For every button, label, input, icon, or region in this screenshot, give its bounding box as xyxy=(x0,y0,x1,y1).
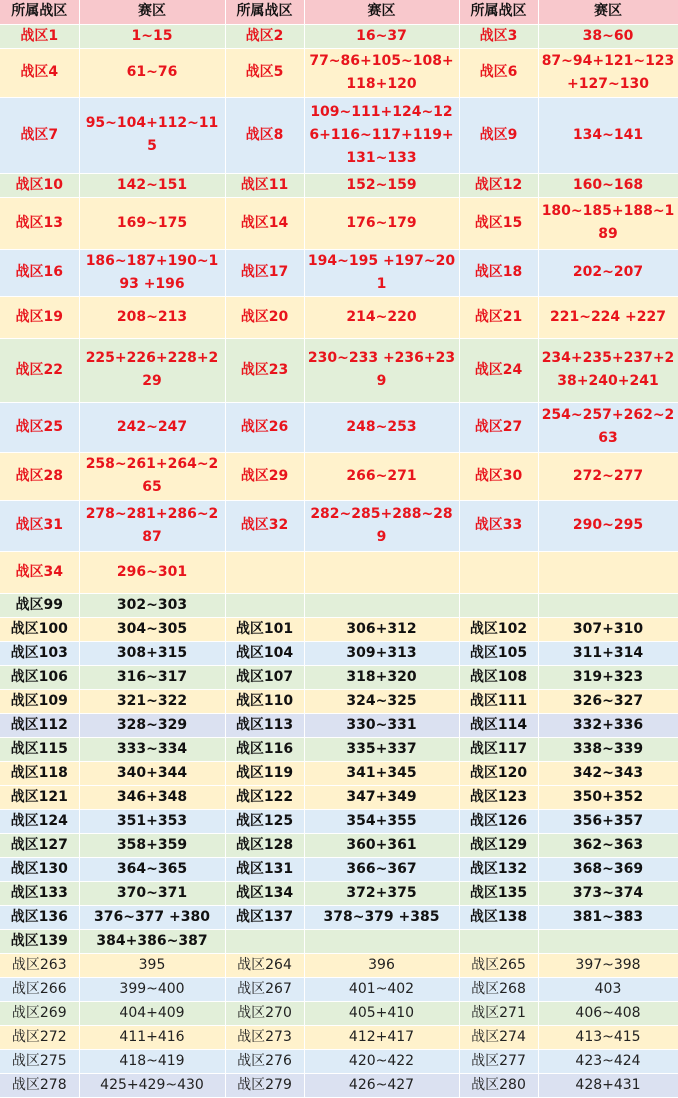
zone-cell: 战区131 xyxy=(225,857,304,881)
zone-cell: 战区272 xyxy=(0,1025,79,1049)
division-cell: 134~141 xyxy=(538,97,678,173)
header-zone-2: 所属战区 xyxy=(225,0,304,24)
zone-cell: 战区112 xyxy=(0,713,79,737)
division-cell: 403 xyxy=(538,977,678,1001)
division-cell: 428+431 xyxy=(538,1073,678,1097)
division-cell: 328~329 xyxy=(79,713,225,737)
division-cell: 176~179 xyxy=(304,197,459,249)
table-row xyxy=(0,593,678,617)
division-cell: 309+313 xyxy=(304,641,459,665)
division-cell: 61~76 xyxy=(79,48,225,97)
zone-cell: 战区106 xyxy=(0,665,79,689)
zone-cell: 战区273 xyxy=(225,1025,304,1049)
table-row xyxy=(0,1025,678,1049)
division-cell: 77~86+105~108+118+120 xyxy=(304,48,459,97)
division-cell: 347+349 xyxy=(304,785,459,809)
division-cell: 340+344 xyxy=(79,761,225,785)
zone-cell: 战区110 xyxy=(225,689,304,713)
division-cell: 360+361 xyxy=(304,833,459,857)
zone-cell: 战区267 xyxy=(225,977,304,1001)
zone-cell: 战区13 xyxy=(0,197,79,249)
division-cell: 321~322 xyxy=(79,689,225,713)
division-cell: 346+348 xyxy=(79,785,225,809)
table-row xyxy=(0,24,678,48)
division-cell: 396 xyxy=(304,953,459,977)
zone-cell: 战区34 xyxy=(0,551,79,593)
zone-cell: 战区276 xyxy=(225,1049,304,1073)
zone-cell: 战区105 xyxy=(459,641,538,665)
division-cell xyxy=(304,551,459,593)
division-cell: 405+410 xyxy=(304,1001,459,1025)
division-cell: 350+352 xyxy=(538,785,678,809)
table-row xyxy=(0,249,678,296)
header-division-2: 赛区 xyxy=(304,0,459,24)
zone-cell: 战区120 xyxy=(459,761,538,785)
table-row xyxy=(0,929,678,953)
zone-cell: 战区116 xyxy=(225,737,304,761)
table-row xyxy=(0,977,678,1001)
division-cell: 324~325 xyxy=(304,689,459,713)
division-cell: 384+386~387 xyxy=(79,929,225,953)
zone-cell: 战区30 xyxy=(459,452,538,500)
zone-cell: 战区133 xyxy=(0,881,79,905)
zone-cell: 战区115 xyxy=(0,737,79,761)
division-cell: 356+357 xyxy=(538,809,678,833)
division-cell: 381~383 xyxy=(538,905,678,929)
table-row xyxy=(0,833,678,857)
zone-cell: 战区27 xyxy=(459,402,538,452)
division-cell: 376~377 +380 xyxy=(79,905,225,929)
zone-cell: 战区12 xyxy=(459,173,538,197)
division-cell xyxy=(538,593,678,617)
division-cell: 95~104+112~115 xyxy=(79,97,225,173)
zone-cell: 战区268 xyxy=(459,977,538,1001)
zone-cell: 战区275 xyxy=(0,1049,79,1073)
division-cell: 38~60 xyxy=(538,24,678,48)
zone-cell: 战区277 xyxy=(459,1049,538,1073)
zone-cell: 战区117 xyxy=(459,737,538,761)
division-cell: 214~220 xyxy=(304,296,459,338)
division-cell: 316~317 xyxy=(79,665,225,689)
zone-cell: 战区20 xyxy=(225,296,304,338)
division-cell: 373~374 xyxy=(538,881,678,905)
division-cell: 423~424 xyxy=(538,1049,678,1073)
division-cell: 333~334 xyxy=(79,737,225,761)
division-cell: 378~379 +385 xyxy=(304,905,459,929)
zone-cell: 战区24 xyxy=(459,338,538,402)
zone-cell: 战区114 xyxy=(459,713,538,737)
division-cell: 397~398 xyxy=(538,953,678,977)
division-cell: 266~271 xyxy=(304,452,459,500)
division-cell xyxy=(304,593,459,617)
zone-cell: 战区28 xyxy=(0,452,79,500)
zone-cell: 战区118 xyxy=(0,761,79,785)
zone-cell: 战区16 xyxy=(0,249,79,296)
zone-cell: 战区29 xyxy=(225,452,304,500)
table-row xyxy=(0,809,678,833)
division-cell: 358+359 xyxy=(79,833,225,857)
division-cell: 208~213 xyxy=(79,296,225,338)
zone-cell: 战区121 xyxy=(0,785,79,809)
division-cell: 1~15 xyxy=(79,24,225,48)
zone-cell: 战区108 xyxy=(459,665,538,689)
zone-cell: 战区124 xyxy=(0,809,79,833)
division-cell: 202~207 xyxy=(538,249,678,296)
division-cell: 319+323 xyxy=(538,665,678,689)
division-cell: 194~195 +197~201 xyxy=(304,249,459,296)
zone-cell: 战区119 xyxy=(225,761,304,785)
division-cell xyxy=(538,551,678,593)
division-cell: 254~257+262~263 xyxy=(538,402,678,452)
division-cell: 341+345 xyxy=(304,761,459,785)
division-cell: 109~111+124~126+116~117+119+131~133 xyxy=(304,97,459,173)
division-cell: 351+353 xyxy=(79,809,225,833)
table-row xyxy=(0,197,678,249)
division-cell: 234+235+237+238+240+241 xyxy=(538,338,678,402)
zone-cell: 战区123 xyxy=(459,785,538,809)
division-cell: 332+336 xyxy=(538,713,678,737)
division-cell: 142~151 xyxy=(79,173,225,197)
table-row xyxy=(0,1049,678,1073)
table-row xyxy=(0,737,678,761)
zone-cell: 战区278 xyxy=(0,1073,79,1097)
zone-cell: 战区23 xyxy=(225,338,304,402)
zone-cell: 战区122 xyxy=(225,785,304,809)
division-cell: 318+320 xyxy=(304,665,459,689)
division-cell: 411+416 xyxy=(79,1025,225,1049)
division-cell: 225+226+228+229 xyxy=(79,338,225,402)
division-cell: 230~233 +236+239 xyxy=(304,338,459,402)
division-cell: 406~408 xyxy=(538,1001,678,1025)
table-row xyxy=(0,641,678,665)
table-row xyxy=(0,97,678,173)
division-cell: 278~281+286~287 xyxy=(79,500,225,551)
zone-cell: 战区134 xyxy=(225,881,304,905)
zone-cell: 战区7 xyxy=(0,97,79,173)
zone-cell: 战区264 xyxy=(225,953,304,977)
zone-cell: 战区21 xyxy=(459,296,538,338)
division-cell: 335+337 xyxy=(304,737,459,761)
zone-cell: 战区33 xyxy=(459,500,538,551)
zone-cell xyxy=(459,929,538,953)
zone-cell: 战区129 xyxy=(459,833,538,857)
zone-cell: 战区18 xyxy=(459,249,538,296)
zone-cell: 战区26 xyxy=(225,402,304,452)
table-row xyxy=(0,881,678,905)
division-cell: 399~400 xyxy=(79,977,225,1001)
division-cell: 425+429~430 xyxy=(79,1073,225,1097)
division-cell: 418~419 xyxy=(79,1049,225,1073)
division-cell: 413~415 xyxy=(538,1025,678,1049)
table-row xyxy=(0,551,678,593)
division-cell: 404+409 xyxy=(79,1001,225,1025)
header-division-1: 赛区 xyxy=(79,0,225,24)
division-cell: 87~94+121~123+127~130 xyxy=(538,48,678,97)
zone-cell: 战区125 xyxy=(225,809,304,833)
zone-cell xyxy=(225,593,304,617)
zone-cell: 战区270 xyxy=(225,1001,304,1025)
zone-cell: 战区101 xyxy=(225,617,304,641)
zone-cell: 战区25 xyxy=(0,402,79,452)
table-row xyxy=(0,338,678,402)
zone-cell: 战区14 xyxy=(225,197,304,249)
division-cell: 304~305 xyxy=(79,617,225,641)
zone-cell xyxy=(225,551,304,593)
zone-cell: 战区4 xyxy=(0,48,79,97)
table-row xyxy=(0,689,678,713)
table-row xyxy=(0,857,678,881)
zone-cell: 战区263 xyxy=(0,953,79,977)
division-cell: 364~365 xyxy=(79,857,225,881)
zone-cell: 战区103 xyxy=(0,641,79,665)
zone-cell: 战区19 xyxy=(0,296,79,338)
division-cell: 372+375 xyxy=(304,881,459,905)
division-cell: 370~371 xyxy=(79,881,225,905)
table-row xyxy=(0,785,678,809)
zone-cell: 战区22 xyxy=(0,338,79,402)
zone-cell: 战区266 xyxy=(0,977,79,1001)
division-cell: 354+355 xyxy=(304,809,459,833)
division-cell: 368~369 xyxy=(538,857,678,881)
table-row xyxy=(0,173,678,197)
zone-cell: 战区10 xyxy=(0,173,79,197)
division-cell: 282~285+288~289 xyxy=(304,500,459,551)
zone-cell: 战区138 xyxy=(459,905,538,929)
division-cell: 338~339 xyxy=(538,737,678,761)
zone-cell: 战区2 xyxy=(225,24,304,48)
division-cell: 426~427 xyxy=(304,1073,459,1097)
zone-cell: 战区8 xyxy=(225,97,304,173)
zone-cell: 战区280 xyxy=(459,1073,538,1097)
header-row xyxy=(0,0,678,24)
table-row xyxy=(0,1073,678,1097)
division-cell: 221~224 +227 xyxy=(538,296,678,338)
zone-cell: 战区274 xyxy=(459,1025,538,1049)
zone-cell: 战区102 xyxy=(459,617,538,641)
division-cell: 16~37 xyxy=(304,24,459,48)
zone-cell: 战区128 xyxy=(225,833,304,857)
zone-cell: 战区17 xyxy=(225,249,304,296)
zone-cell: 战区100 xyxy=(0,617,79,641)
division-cell xyxy=(538,929,678,953)
table-row xyxy=(0,665,678,689)
table-row xyxy=(0,953,678,977)
division-cell: 311+314 xyxy=(538,641,678,665)
header-zone-3: 所属战区 xyxy=(459,0,538,24)
zone-cell: 战区139 xyxy=(0,929,79,953)
division-cell: 342~343 xyxy=(538,761,678,785)
table-row xyxy=(0,48,678,97)
table-row xyxy=(0,1001,678,1025)
division-cell: 302~303 xyxy=(79,593,225,617)
header-zone-1: 所属战区 xyxy=(0,0,79,24)
division-cell: 330~331 xyxy=(304,713,459,737)
division-cell: 186~187+190~193 +196 xyxy=(79,249,225,296)
division-cell: 242~247 xyxy=(79,402,225,452)
division-cell: 152~159 xyxy=(304,173,459,197)
division-cell: 169~175 xyxy=(79,197,225,249)
zone-cell: 战区99 xyxy=(0,593,79,617)
zone-cell: 战区271 xyxy=(459,1001,538,1025)
zone-cell xyxy=(225,929,304,953)
zone-cell: 战区31 xyxy=(0,500,79,551)
division-cell: 326~327 xyxy=(538,689,678,713)
zone-cell: 战区9 xyxy=(459,97,538,173)
division-cell xyxy=(304,929,459,953)
division-cell: 308+315 xyxy=(79,641,225,665)
zone-cell: 战区265 xyxy=(459,953,538,977)
division-cell: 362~363 xyxy=(538,833,678,857)
division-cell: 180~185+188~189 xyxy=(538,197,678,249)
zone-cell: 战区136 xyxy=(0,905,79,929)
division-cell: 160~168 xyxy=(538,173,678,197)
zone-cell xyxy=(459,593,538,617)
zone-cell: 战区107 xyxy=(225,665,304,689)
zone-cell: 战区279 xyxy=(225,1073,304,1097)
zone-cell: 战区6 xyxy=(459,48,538,97)
division-cell: 248~253 xyxy=(304,402,459,452)
zone-cell: 战区3 xyxy=(459,24,538,48)
table-body xyxy=(0,24,678,1097)
table-row xyxy=(0,761,678,785)
zone-cell: 战区104 xyxy=(225,641,304,665)
zone-cell: 战区126 xyxy=(459,809,538,833)
table-row xyxy=(0,617,678,641)
zone-cell: 战区135 xyxy=(459,881,538,905)
division-cell: 258~261+264~265 xyxy=(79,452,225,500)
division-cell: 366~367 xyxy=(304,857,459,881)
zone-cell: 战区111 xyxy=(459,689,538,713)
zone-cell: 战区269 xyxy=(0,1001,79,1025)
zone-cell: 战区5 xyxy=(225,48,304,97)
table-row xyxy=(0,296,678,338)
zone-cell: 战区1 xyxy=(0,24,79,48)
zone-cell: 战区137 xyxy=(225,905,304,929)
table-row xyxy=(0,905,678,929)
header-division-3: 赛区 xyxy=(538,0,678,24)
division-cell: 290~295 xyxy=(538,500,678,551)
table-row xyxy=(0,452,678,500)
division-cell: 306+312 xyxy=(304,617,459,641)
division-cell: 401~402 xyxy=(304,977,459,1001)
table-row xyxy=(0,713,678,737)
division-cell: 412+417 xyxy=(304,1025,459,1049)
zone-cell: 战区130 xyxy=(0,857,79,881)
zone-cell: 战区132 xyxy=(459,857,538,881)
division-cell: 395 xyxy=(79,953,225,977)
zone-cell: 战区15 xyxy=(459,197,538,249)
zone-cell: 战区113 xyxy=(225,713,304,737)
zone-cell: 战区127 xyxy=(0,833,79,857)
zone-cell xyxy=(459,551,538,593)
zone-cell: 战区32 xyxy=(225,500,304,551)
division-cell: 307+310 xyxy=(538,617,678,641)
division-cell: 272~277 xyxy=(538,452,678,500)
table-row xyxy=(0,500,678,551)
division-cell: 420~422 xyxy=(304,1049,459,1073)
zone-cell: 战区109 xyxy=(0,689,79,713)
table-row xyxy=(0,402,678,452)
zone-cell: 战区11 xyxy=(225,173,304,197)
division-cell: 296~301 xyxy=(79,551,225,593)
